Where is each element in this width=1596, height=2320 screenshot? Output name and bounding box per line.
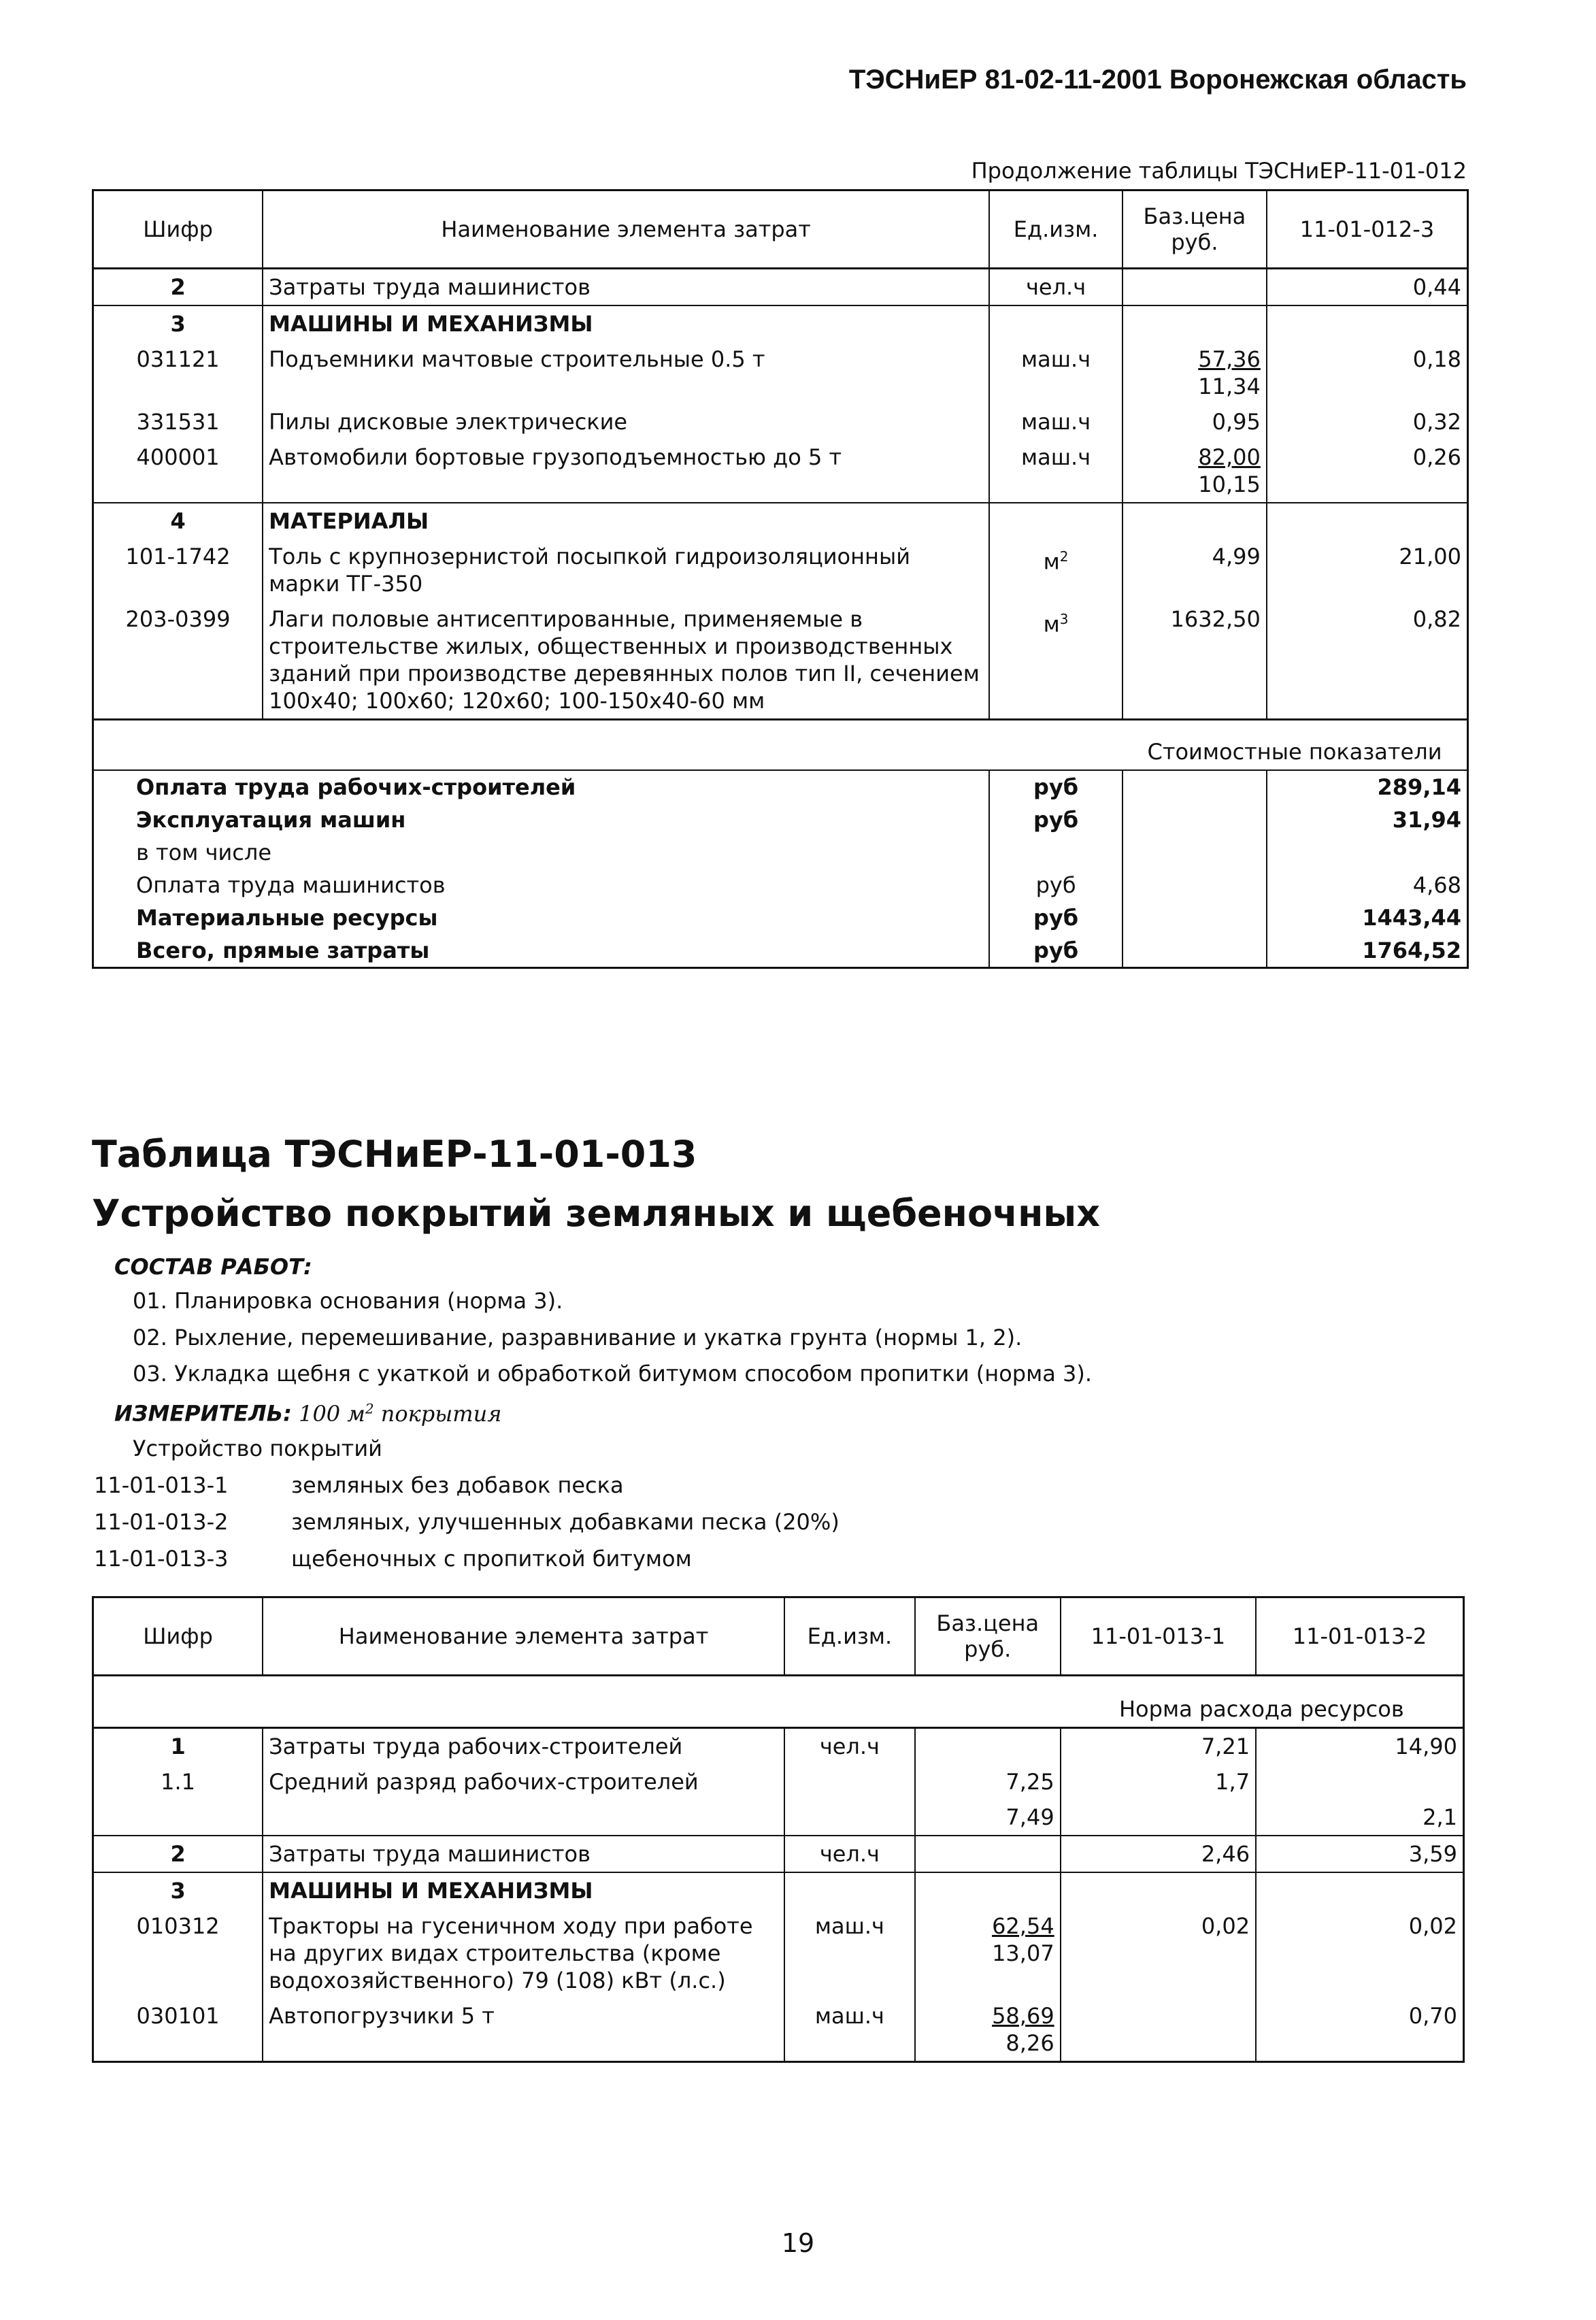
row-unit: маш.ч xyxy=(989,342,1123,404)
row-unit xyxy=(989,503,1123,539)
cost-value: 1764,52 xyxy=(1267,934,1468,968)
cost-empty xyxy=(1123,836,1267,869)
unit-exponent: 2 xyxy=(1059,548,1069,565)
cost-indicators-row xyxy=(93,720,1468,771)
row-value-2: 3,59 xyxy=(1256,1836,1463,1872)
price-line-2: 7,49 xyxy=(1005,1804,1054,1830)
row-name: Автопогрузчики 5 т xyxy=(263,1998,784,2062)
cost-empty xyxy=(1123,869,1267,901)
price-base: 13,07 xyxy=(992,1940,1054,1966)
row-value: 0,18 xyxy=(1267,342,1468,404)
cost-name: Оплата труда рабочих-строителей xyxy=(93,770,990,803)
measure-amount: 100 м xyxy=(299,1400,365,1427)
col-header-price: Баз.цена руб. xyxy=(915,1597,1061,1676)
row-code: 2 xyxy=(170,274,186,300)
variant-desc: земляных, улучшенных добавками песка (20%) xyxy=(291,1509,839,1535)
row-unit: чел.ч xyxy=(989,269,1123,306)
row-value-1: 2,46 xyxy=(1061,1836,1256,1872)
row-code: 031121 xyxy=(136,346,220,372)
price-current: 57,36 xyxy=(1198,346,1261,372)
row-name: Пилы дисковые электрические xyxy=(263,404,989,440)
row-price xyxy=(1123,305,1267,342)
device-label: Устройство покрытий xyxy=(133,1436,382,1461)
row-value xyxy=(1267,503,1468,539)
row-unit: маш.ч xyxy=(989,440,1123,503)
price-current: 82,00 xyxy=(1198,444,1261,470)
col-header-unit: Ед.изм. xyxy=(784,1597,915,1676)
cost-unit: руб xyxy=(989,934,1123,968)
row-name: Затраты труда рабочих-строителей xyxy=(263,1728,784,1765)
row-value-1: 1,7 xyxy=(1061,1764,1256,1836)
work-item: 01. Планировка основания (норма 3). xyxy=(133,1288,563,1314)
table-row xyxy=(93,440,1468,503)
work-item: 03. Укладка щебня с укаткой и обработкой битумом способом пропитки (норма 3). xyxy=(133,1361,1093,1387)
price-base: 8,26 xyxy=(1005,2030,1054,2056)
row-value-2: 0,70 xyxy=(1256,1998,1463,2062)
row-name: МАТЕРИАЛЫ xyxy=(263,503,989,539)
measure-unit: покрытия xyxy=(373,1400,502,1427)
section-subtitle: Устройство покрытий земляных и щебеночных xyxy=(92,1192,1101,1235)
cost-empty xyxy=(1123,934,1267,968)
row-value xyxy=(1267,305,1468,342)
table-row xyxy=(93,305,1468,342)
row-price: 1632,50 xyxy=(1123,601,1267,720)
row-name: МАШИНЫ И МЕХАНИЗМЫ xyxy=(263,1872,784,1908)
row-value: 0,32 xyxy=(1267,404,1468,440)
col-header-norm: 11-01-012-3 xyxy=(1267,190,1468,269)
works-heading: СОСТАВ РАБОТ: xyxy=(114,1254,312,1280)
row-price: 4,99 xyxy=(1123,539,1267,601)
cost-unit: руб xyxy=(989,869,1123,901)
table-row xyxy=(93,1872,1464,1908)
row-unit: маш.ч xyxy=(784,1908,915,1998)
page-number: 19 xyxy=(781,2228,815,2258)
row-price xyxy=(1123,269,1267,306)
row-unit xyxy=(989,601,1123,720)
unit-text: м xyxy=(1043,611,1060,637)
col-header-unit: Ед.изм. xyxy=(989,190,1123,269)
row-code: 203-0399 xyxy=(125,606,231,632)
section-title: Таблица ТЭСНиЕР-11-01-013 xyxy=(92,1133,697,1176)
cost-unit: руб xyxy=(989,770,1123,803)
cost-name: Оплата труда машинистов xyxy=(136,872,446,898)
row-code: 3 xyxy=(93,1872,263,1908)
measure-line xyxy=(114,1400,501,1427)
row-unit: чел.ч xyxy=(784,1728,915,1765)
row-value-1: 7,21 xyxy=(1061,1728,1256,1765)
cost-row xyxy=(93,901,1468,934)
cost-row xyxy=(93,803,1468,836)
row-name: Средний разряд рабочих-строителей xyxy=(263,1764,784,1836)
table-row xyxy=(93,601,1468,720)
unit-exponent: 3 xyxy=(1059,611,1069,627)
col-header-price: Баз.цена руб. xyxy=(1123,190,1267,269)
price-base: 11,34 xyxy=(1198,374,1261,399)
work-item: 02. Рыхление, перемешивание, разравнивание и укатка грунта (нормы 1, 2). xyxy=(133,1325,1023,1350)
resource-table-013 xyxy=(92,1596,1465,2063)
variant-desc: земляных без добавок песка xyxy=(291,1472,624,1498)
row-price xyxy=(1123,342,1267,404)
table-continuation-label: Продолжение таблицы ТЭСНиЕР-11-01-012 xyxy=(971,158,1467,184)
cost-row xyxy=(93,836,1468,869)
row-unit xyxy=(784,1764,915,1836)
row-name: Затраты труда машинистов xyxy=(263,269,989,306)
spacer-cell xyxy=(93,1676,1061,1728)
row-name: Лаги половые антисептированные, применяемые в строительстве жилых, общественных и производственных зданий при производстве деревянных полов тип II, сечением 100х40; 100х60; 120х60; 100-150х40-60 мм xyxy=(263,601,989,720)
row-value: 0,82 xyxy=(1267,601,1468,720)
row-value-1 xyxy=(1061,1998,1256,2062)
variant-desc: щебеночных с пропиткой битумом xyxy=(291,1546,692,1572)
table-row xyxy=(93,269,1468,306)
row-unit xyxy=(784,1872,915,1908)
row-unit xyxy=(989,539,1123,601)
row-value: 21,00 xyxy=(1267,539,1468,601)
cost-empty xyxy=(1123,901,1267,934)
row-value-1: 0,02 xyxy=(1061,1908,1256,1998)
table-row xyxy=(93,539,1468,601)
row-value-2: 0,02 xyxy=(1256,1908,1463,1998)
row-code: 400001 xyxy=(136,444,220,470)
table-row xyxy=(93,342,1468,404)
table-header-row xyxy=(93,190,1468,269)
row-code: 030101 xyxy=(136,2003,220,2029)
measure-exponent: 2 xyxy=(365,1400,374,1416)
cost-indicators-label: Стоимостные показатели xyxy=(1123,720,1468,771)
cost-value: 4,68 xyxy=(1267,869,1468,901)
row-name: Подъемники мачтовые строительные 0.5 т xyxy=(263,342,989,404)
row-name: Затраты труда машинистов xyxy=(263,1836,784,1872)
table-row xyxy=(93,1728,1464,1765)
cost-row xyxy=(93,869,1468,901)
cost-name: в том числе xyxy=(136,840,271,865)
row-value-2 xyxy=(1256,1872,1463,1908)
row-price: 0,95 xyxy=(1123,404,1267,440)
col-header-name: Наименование элемента затрат xyxy=(263,1597,784,1676)
cost-row xyxy=(93,934,1468,968)
cost-empty xyxy=(1123,803,1267,836)
cost-name: Всего, прямые затраты xyxy=(136,938,430,963)
row-name: Тракторы на гусеничном ходу при работе на других видах строительства (кроме водохозяйственного) 79 (108) кВт (л.с.) xyxy=(263,1908,784,1998)
row-price xyxy=(1123,503,1267,539)
price-current: 58,69 xyxy=(992,2003,1054,2029)
cost-value: 31,94 xyxy=(1267,803,1468,836)
row-code: 010312 xyxy=(136,1913,220,1939)
norm-label: Норма расхода ресурсов xyxy=(1118,1696,1404,1722)
row-unit: чел.ч xyxy=(784,1836,915,1872)
variant-code: 11-01-013-3 xyxy=(94,1546,229,1572)
row-code: 1 xyxy=(170,1734,186,1759)
cost-row xyxy=(93,770,1468,803)
unit-text: м xyxy=(1043,548,1060,575)
row-code: 331531 xyxy=(136,409,220,435)
row-price xyxy=(1123,440,1267,503)
table-row xyxy=(93,1764,1464,1836)
price-base: 10,15 xyxy=(1198,471,1261,497)
row-value: 0,26 xyxy=(1267,440,1468,503)
col-header-code: Шифр xyxy=(93,190,263,269)
row-value-1 xyxy=(1061,1872,1256,1908)
table-row xyxy=(93,1998,1464,2062)
row-price xyxy=(915,1872,1061,1908)
row-value-2: 2,1 xyxy=(1256,1764,1463,1836)
row-value: 0,44 xyxy=(1267,269,1468,306)
row-name: Автомобили бортовые грузоподъемностью до 5 т xyxy=(263,440,989,503)
cost-unit: руб xyxy=(989,803,1123,836)
row-code: 2 xyxy=(93,1836,263,1872)
cost-value: 289,14 xyxy=(1267,770,1468,803)
price-line-1: 7,25 xyxy=(1005,1769,1054,1795)
measure-value xyxy=(299,1401,501,1427)
row-code: 4 xyxy=(93,503,263,539)
col-header-code: Шифр xyxy=(93,1597,263,1676)
row-code: 1.1 xyxy=(161,1769,196,1795)
cost-empty xyxy=(1123,770,1267,803)
row-price xyxy=(915,1728,1061,1765)
cost-value: 1443,44 xyxy=(1267,901,1468,934)
col-header-norm-2: 11-01-013-2 xyxy=(1256,1597,1463,1676)
cost-name: Материальные ресурсы xyxy=(136,905,438,931)
col-header-name: Наименование элемента затрат xyxy=(263,190,989,269)
cost-name: Эксплуатация машин xyxy=(136,807,406,833)
row-unit: маш.ч xyxy=(989,404,1123,440)
row-price xyxy=(915,1908,1061,1998)
row-unit xyxy=(989,305,1123,342)
spacer-cell xyxy=(93,720,1123,771)
row-price xyxy=(915,1764,1061,1836)
row-value-2: 14,90 xyxy=(1256,1728,1463,1765)
col-header-norm-1: 11-01-013-1 xyxy=(1061,1597,1256,1676)
norm-label-row xyxy=(93,1676,1464,1728)
row-price xyxy=(915,1836,1061,1872)
measure-label: ИЗМЕРИТЕЛЬ: xyxy=(114,1400,292,1427)
resource-table-012 xyxy=(92,189,1469,969)
table-row xyxy=(93,1836,1464,1872)
row-name: Толь с крупнозернистой посыпкой гидроизоляционный марки ТГ-350 xyxy=(263,539,989,601)
row-code: 101-1742 xyxy=(125,544,231,569)
variant-code: 11-01-013-1 xyxy=(94,1472,229,1498)
page-header: ТЭСНиЕР 81-02-11-2001 Воронежская область xyxy=(848,65,1467,95)
row-code: 3 xyxy=(93,305,263,342)
row-name: МАШИНЫ И МЕХАНИЗМЫ xyxy=(263,305,989,342)
table-row xyxy=(93,1908,1464,1998)
table-row xyxy=(93,404,1468,440)
table-row xyxy=(93,503,1468,539)
cost-unit xyxy=(989,836,1123,869)
row-unit: маш.ч xyxy=(784,1998,915,2062)
cost-value xyxy=(1267,836,1468,869)
table-header-row xyxy=(93,1597,1464,1676)
variant-code: 11-01-013-2 xyxy=(94,1509,229,1535)
row-price xyxy=(915,1998,1061,2062)
price-current: 62,54 xyxy=(992,1913,1054,1939)
cost-unit: руб xyxy=(989,901,1123,934)
